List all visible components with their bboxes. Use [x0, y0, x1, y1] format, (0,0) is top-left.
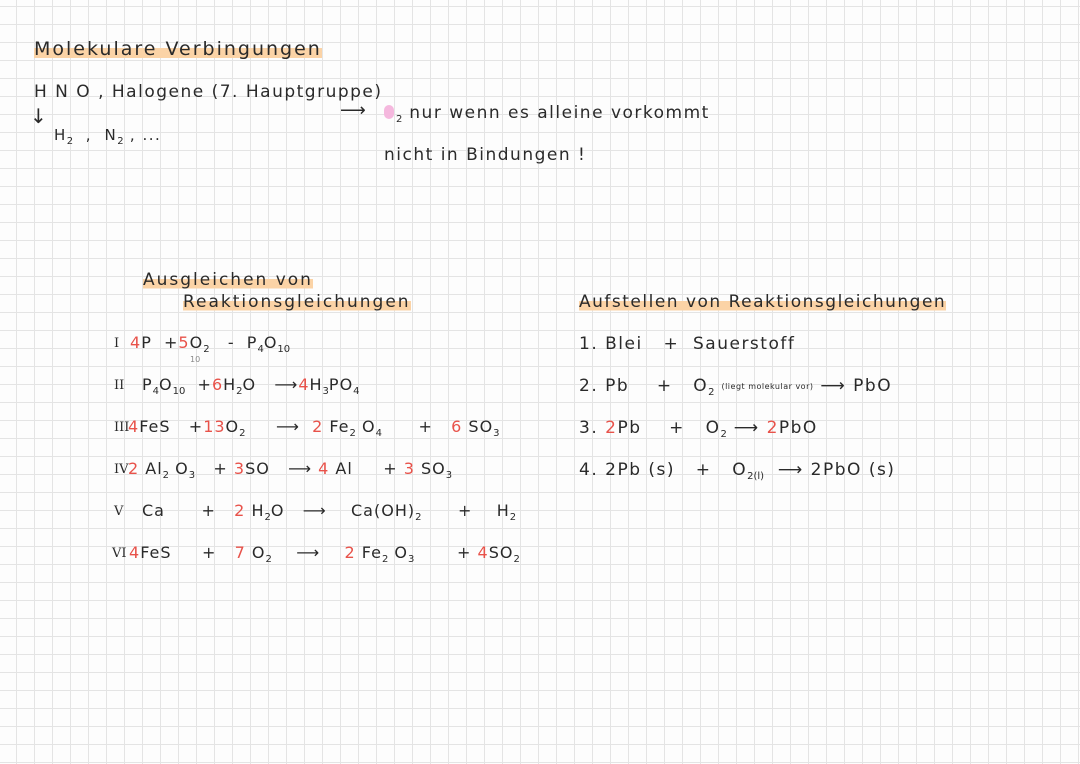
- row-4-equation: 2 $Al_2$ $O_3$ + 3SO ⟶ 4 Al + 3 $SO_3$: [128, 459, 453, 481]
- row-4-number: IV: [114, 462, 129, 477]
- row-1-note: 10: [190, 355, 201, 364]
- page-title: Molekulare Verbingungen: [34, 38, 322, 60]
- oxygen-icon: [384, 105, 394, 119]
- row-2-number: II: [114, 378, 125, 393]
- row-5-number: V: [114, 504, 124, 519]
- right-row-4: 4. 2Pb (s) + $O_{2(l)}$ ⟶ 2PbO (s): [579, 460, 896, 482]
- right-heading: Aufstellen von Reaktionsgleichungen: [579, 292, 947, 312]
- examples-line: $H_2$ , $N_2$ , ...: [54, 126, 162, 147]
- row-6-equation: 4FeS + 7 $O_2$ ⟶ 2 $Fe_2$ $O_3$ + $4SO_2$: [129, 543, 520, 565]
- note-line-2: nicht in Bindungen !: [384, 145, 587, 165]
- right-row-2: 2. Pb + $O_2$ (liegt molekular vor) ⟶ PbO: [579, 376, 893, 398]
- left-heading-1: Ausgleichen von: [143, 270, 313, 290]
- elements-line: H N O , Halogene (7. Hauptgruppe): [34, 82, 383, 102]
- note-line-1: $_2$ nur wenn es alleine vorkommt: [384, 103, 710, 125]
- row-1-number: I: [114, 336, 120, 351]
- right-row-3: 3. 2Pb + $O_2$ ⟶ 2PbO: [579, 418, 818, 440]
- row-1-equation: $4P +5O_2$ - $P_4O_{10}$: [130, 333, 291, 355]
- down-arrow-icon: ↓: [30, 104, 47, 128]
- row-3-number: III: [114, 420, 130, 435]
- row-5-equation: Ca + 2 $H_2O$ ⟶ $Ca(OH)_2$ + $H_2$: [142, 501, 517, 523]
- right-arrow-icon: ⟶: [340, 100, 366, 121]
- row-3-equation: 4FeS $+13O_2$ ⟶ 2 $Fe_2$ $O_4$ + 6 $SO_3$: [128, 417, 500, 439]
- right-row-1: 1. Blei + Sauerstoff: [579, 334, 796, 354]
- row-2-equation: $P_4O_{10} +6H_2O$ $⟶4H_3PO_4$: [142, 375, 360, 397]
- row-6-number: VI: [112, 546, 127, 561]
- left-heading-2: Reaktionsgleichungen: [183, 292, 411, 312]
